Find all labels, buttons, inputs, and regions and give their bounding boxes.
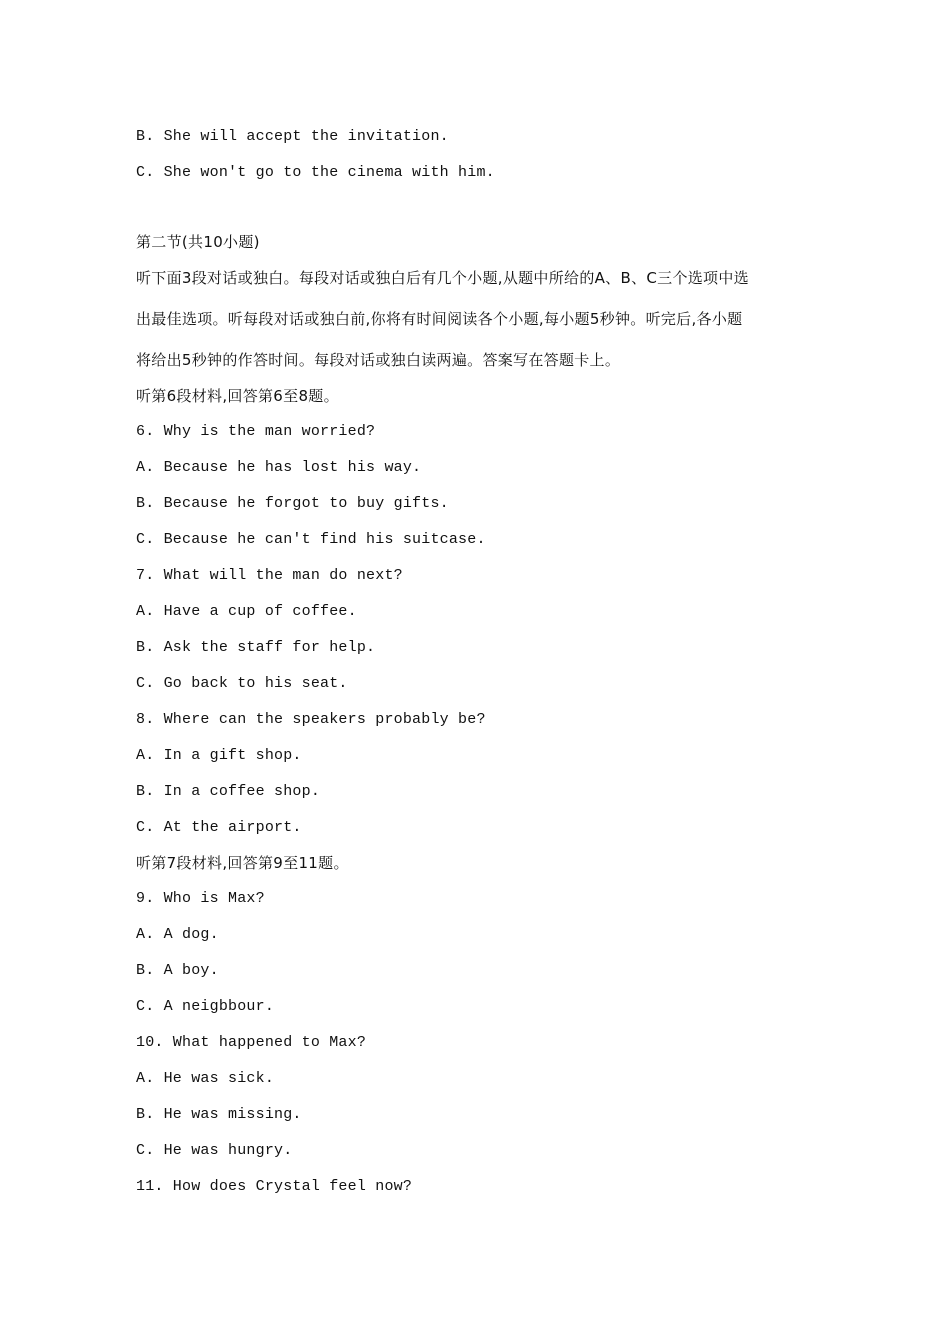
question-8-option-b: B. In a coffee shop. <box>136 783 321 800</box>
question-8-stem: 8. Where can the speakers probably be? <box>136 711 486 728</box>
question-6-option-b: B. Because he forgot to buy gifts. <box>136 495 449 512</box>
question-8-option-a: A. In a gift shop. <box>136 747 302 764</box>
question-8-option-c: C. At the airport. <box>136 819 302 836</box>
question-9-stem: 9. Who is Max? <box>136 890 265 907</box>
material-7-intro: 听第7段材料,回答第9至11题。 <box>136 854 349 872</box>
section-heading: 第二节(共10小题) <box>136 233 260 251</box>
question-9-option-b: B. A boy. <box>136 962 219 979</box>
instruction-line-3: 将给出5秒钟的作答时间。每段对话或独白读两遍。答案写在答题卡上。 <box>136 351 621 369</box>
question-9-option-c: C. A neigbbour. <box>136 998 275 1015</box>
question-10-option-b: B. He was missing. <box>136 1106 302 1123</box>
question-6-option-a: A. Because he has lost his way. <box>136 459 422 476</box>
material-6-intro: 听第6段材料,回答第6至8题。 <box>136 387 339 405</box>
question-6-stem: 6. Why is the man worried? <box>136 423 376 440</box>
question-9-option-a: A. A dog. <box>136 926 219 943</box>
q5-option-b: B. She will accept the invitation. <box>136 128 449 145</box>
question-10-option-c: C. He was hungry. <box>136 1142 293 1159</box>
question-10-option-a: A. He was sick. <box>136 1070 275 1087</box>
question-7-option-c: C. Go back to his seat. <box>136 675 348 692</box>
question-6-option-c: C. Because he can't find his suitcase. <box>136 531 486 548</box>
q5-option-c: C. She won't go to the cinema with him. <box>136 164 495 181</box>
question-7-option-a: A. Have a cup of coffee. <box>136 603 357 620</box>
question-10-stem: 10. What happened to Max? <box>136 1034 367 1051</box>
question-7-option-b: B. Ask the staff for help. <box>136 639 376 656</box>
instruction-line-2: 出最佳选项。听每段对话或独白前,你将有时间阅读各个小题,每小题5秒钟。听完后,各小题 <box>136 310 743 328</box>
question-7-stem: 7. What will the man do next? <box>136 567 403 584</box>
question-11-stem: 11. How does Crystal feel now? <box>136 1178 413 1195</box>
instruction-line-1: 听下面3段对话或独白。每段对话或独白后有几个小题,从题中所给的A、B、C三个选项中选 <box>136 269 749 287</box>
